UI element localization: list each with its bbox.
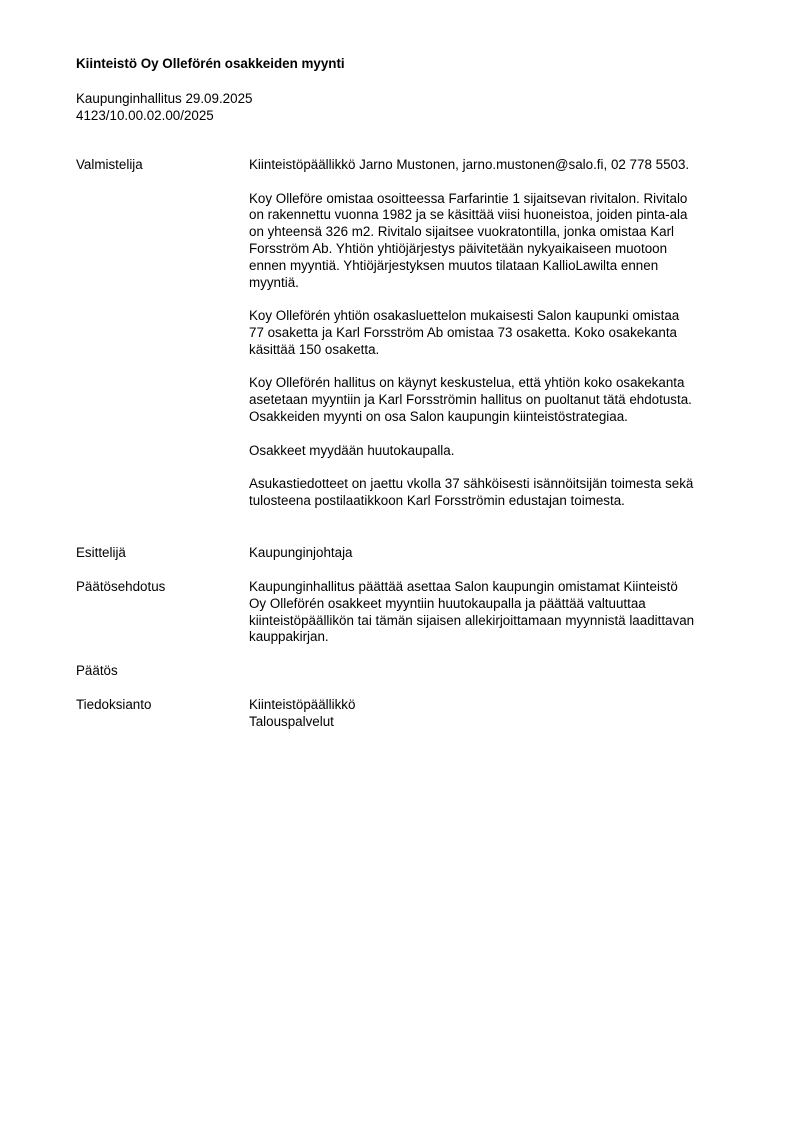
text-line: myyntiä. (249, 274, 299, 290)
paragraph-preparer (249, 157, 744, 174)
text-line: käsittää 150 osaketta. (249, 341, 380, 357)
text-line: ennen myyntiä. Yhtiöjärjestyksen muutos tilataan KallioLawilta ennen (249, 257, 659, 273)
diary-number: 4123/10.00.02.00/2025 (76, 107, 214, 123)
paragraph-board (249, 375, 744, 425)
esittelija-value: Kaupunginjohtaja (249, 545, 353, 560)
text-line: on rakennettu vuonna 1982 ja se käsittää viisi huoneistoa, joiden pinta-ala (249, 207, 688, 223)
text-line: Asukastiedotteet on jaettu vkolla 37 sähköisesti isännöitsijän toimesta sekä (249, 476, 694, 492)
text-line: Kiinteistöpäällikkö (249, 697, 356, 712)
meeting-name: Kaupunginhallitus 29.09.2025 (76, 91, 253, 106)
text-line: Oy Olleförén osakkeet myyntiin huutokaupalla ja päättää valtuuttaa (249, 595, 646, 611)
text-line: 77 osaketta ja Karl Forsström Ab omistaa 73 osaketta. Koko osakekanta (249, 324, 677, 340)
text-line: Koy Olleförén hallitus on käynyt keskustelua, että yhtiön koko osakekanta (249, 375, 685, 391)
text-line: tulosteena postilaatikkoon Karl Forsströmin edustajan toimesta. (249, 492, 625, 508)
meeting-info (76, 91, 252, 124)
text-line: Talouspalvelut (249, 713, 334, 729)
label-paatosehdotus: Päätösehdotus (76, 579, 166, 594)
label-esittelija: Esittelijä (76, 545, 126, 560)
text-line: Osakkeet myydään huutokaupalla. (249, 442, 455, 458)
paragraph-property (249, 191, 744, 292)
paatosehdotus-content (249, 579, 744, 646)
text-line: on yhteensä 326 m2. Rivitalo sijaitsee vuokratontilla, jonka omistaa Karl (249, 224, 675, 240)
text-line: Kiinteistöpäällikkö Jarno Mustonen, jarno.mustonen@salo.fi, 02 778 5503. (249, 157, 690, 172)
tiedoksianto-content (249, 697, 744, 731)
label-tiedoksianto: Tiedoksianto (76, 697, 152, 712)
text-line: Koy Olleföre omistaa osoitteessa Farfarintie 1 sijaitsevan rivitalon. Rivitalo (249, 190, 688, 206)
label-valmistelija: Valmistelija (76, 157, 143, 172)
text-line: asetetaan myyntiin ja Karl Forsströmin hallitus on puoltanut tätä ehdotusta. (249, 392, 692, 408)
paragraph-shareholders (249, 308, 744, 358)
document-title: Kiinteistö Oy Olleförén osakkeiden myynti (76, 56, 345, 71)
valmistelija-content (249, 157, 744, 510)
label-paatos: Päätös (76, 663, 118, 678)
text-line: Osakkeiden myynti on osa Salon kaupungin kiinteistöstrategiaa. (249, 408, 628, 424)
text-line: kiinteistöpäällikön tai tämän sijaisen allekirjoittamaan myynnistä laadittavan (249, 612, 695, 628)
text-line: kauppakirjan. (249, 629, 329, 645)
paragraph-auction (249, 443, 744, 460)
text-line: Koy Olleförén yhtiön osakasluettelon mukaisesti Salon kaupunki omistaa (249, 308, 680, 324)
paragraph-notices (249, 476, 744, 510)
text-line: Kaupunginhallitus päättää asettaa Salon kaupungin omistamat Kiinteistö (249, 579, 678, 594)
text-line: Forsström Ab. Yhtiön yhtiöjärjestys päivitetään nykyaikaiseen muotoon (249, 240, 668, 256)
